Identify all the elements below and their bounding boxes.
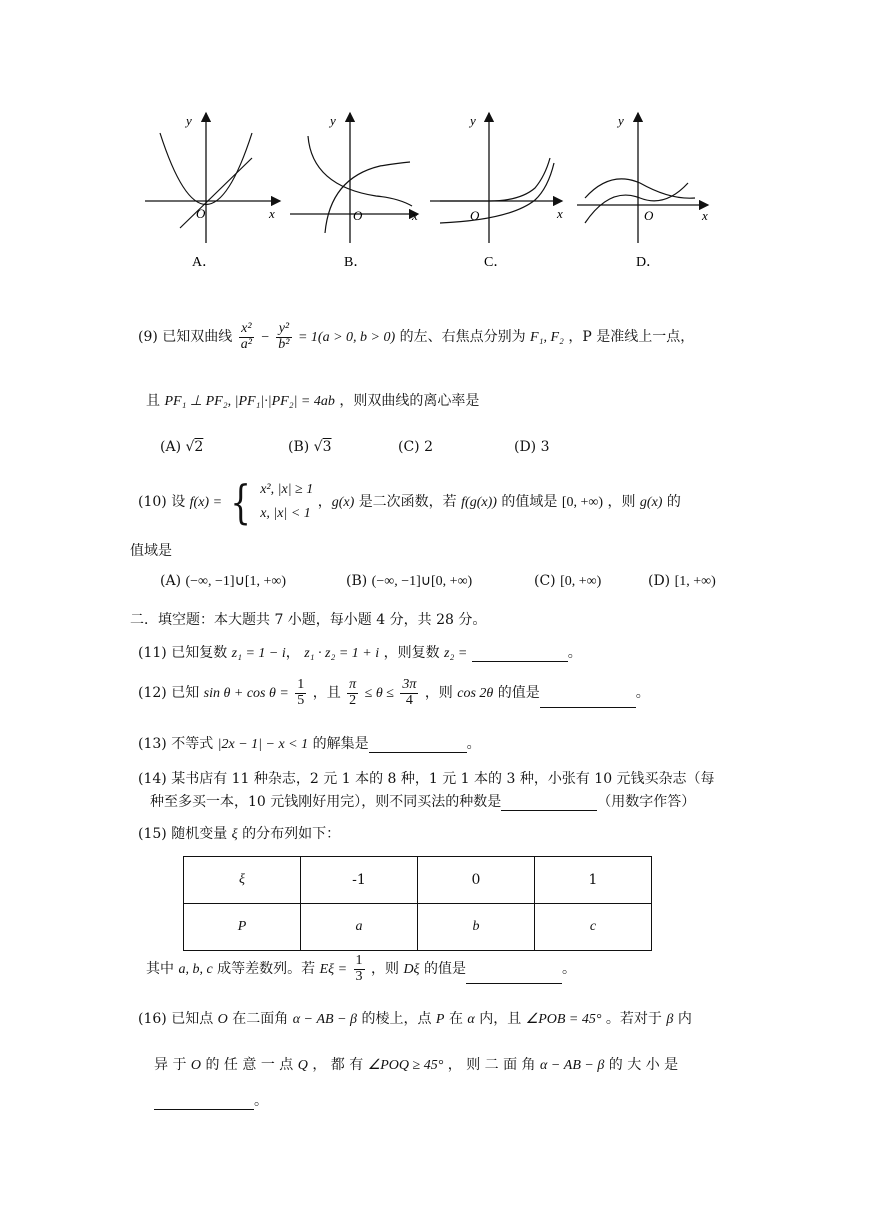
origin-label: O xyxy=(196,206,206,221)
table-cell: ξ xyxy=(184,857,301,904)
table-cell: c xyxy=(535,904,652,951)
q11-z2: z₂ = xyxy=(444,646,468,661)
q11-product: z₁ · z₂ = 1 + i xyxy=(304,646,380,661)
q10-gx-2: g(x) xyxy=(639,495,663,510)
axis-x-label: x xyxy=(412,208,418,223)
q15-answer-blank[interactable] xyxy=(466,983,562,984)
q11-z1: z₁ = 1 − i xyxy=(231,646,286,661)
graph-c xyxy=(430,113,563,270)
q12-line: (12) 已知 sin θ + cos θ = $\frac{1}{5}$ ，且 $\frac{\pi}{2}$ ≤ θ ≤ $\frac{3\pi}{4}$ ，则 cos 2θ 的值是 。 xyxy=(138,677,650,708)
q12-lhs: sin θ + cos θ = xyxy=(203,686,289,702)
q9-option-c: (C) 2 xyxy=(398,439,433,455)
q16-line1: (16) 已知点 O 在二面角 α − AB − β 的棱上，点 P 在 α 内，且 ∠POB = 45° 。若对于 β 内 xyxy=(138,1011,692,1027)
q14-line1: (14) 某书店有 11 种杂志，2 元 1 本的 8 种，1 元 1 本的 3 种，小张有 10 元钱买杂志（每 xyxy=(138,771,715,787)
q11-line: (11) 已知复数 z₁ = 1 − i， z₁ · z₂ = 1 + i ，则复数 z₂ = 。 xyxy=(138,645,582,661)
table-cell: P xyxy=(184,904,301,951)
q12-frac-lo: $\frac{\pi}{2}$ xyxy=(349,677,357,708)
distribution-table xyxy=(183,856,652,951)
q10-line1: (10) 设 f(x) = { x², |x| ≥ 1 x, |x| < 1 ，g(x) 是二次函数，若 f(g(x)) 的值域是 [0, +∞) ，则 g(x) 的 xyxy=(138,475,681,529)
q15-line: (15) 随机变量 ξ 的分布列如下： xyxy=(138,826,341,842)
origin-label: O xyxy=(353,208,363,223)
q9-line2 xyxy=(146,390,479,410)
q10-option-c: (C) [0, +∞) xyxy=(534,573,602,589)
q12-answer-blank[interactable] xyxy=(540,707,636,708)
q10-option-d: (D) [1, +∞) xyxy=(648,573,716,589)
q9-option-d: (D) 3 xyxy=(514,439,550,455)
q9-mid: 的左、右焦点分别为 xyxy=(399,329,526,346)
q16-line3: 。 xyxy=(154,1090,268,1110)
q11-answer-blank[interactable] xyxy=(472,661,568,662)
q15-frac-e: $\frac{1}{3}$ xyxy=(355,953,363,984)
table-cell: b xyxy=(418,904,535,951)
axis-y-label: y xyxy=(186,113,192,128)
q13-line: (13) 不等式 |2x − 1| − x < 1 的解集是 。 xyxy=(138,736,481,752)
q9-line2-suffix: ，则双曲线的离心率是 xyxy=(339,393,480,409)
q13-ineq: |2x − 1| − x < 1 xyxy=(217,737,309,752)
table-cell: -1 xyxy=(301,857,418,904)
q10-prefix: (10) 设 xyxy=(138,494,186,510)
q10-mid1: 是二次函数，若 xyxy=(358,494,457,510)
section-2-heading: 二．填空题：本大题共 7 小题，每小题 4 分，共 28 分。 xyxy=(130,612,487,628)
q10-option-b: (B) (−∞, −1]∪[0, +∞) xyxy=(346,573,473,589)
q16-answer-blank[interactable] xyxy=(154,1109,254,1110)
q12-frac-val: $\frac{1}{5}$ xyxy=(297,677,305,708)
q10-range: [0, +∞) xyxy=(561,495,604,510)
origin-label: O xyxy=(470,208,480,223)
q9-eq-rhs: = 1(a > 0, b > 0) xyxy=(297,330,396,346)
q9-foci: F₁, F₂ xyxy=(530,330,564,346)
graph-panels-svg xyxy=(140,108,720,278)
graph-label-d: D． xyxy=(636,255,661,270)
q10-cases: x², |x| ≥ 1 x, |x| < 1 xyxy=(260,482,314,521)
graph-label-b: B． xyxy=(344,255,368,270)
axis-y-label: y xyxy=(470,113,476,128)
q10-fx: f(x) = xyxy=(189,495,223,510)
axis-x-label: x xyxy=(702,208,708,223)
axis-x-label: x xyxy=(557,206,563,221)
q14-answer-blank[interactable] xyxy=(501,810,597,811)
q9-line1: (9) 已知双曲线 $\frac{\text{x²}}{\text{a²}}$ − $\frac{\text{y²}}{\text{b²}}$ = 1(a > 0, b > 0) 的左、右焦点分别为 F₁, F₂ ，P 是准线上一点， xyxy=(138,321,695,352)
graph-a xyxy=(145,113,280,270)
q10-line2: 值域是 xyxy=(130,543,172,559)
q9-suffix: ，P 是准线上一点， xyxy=(568,329,695,346)
axis-x-label: x xyxy=(269,206,275,221)
q10-mid3: ，则 xyxy=(607,494,636,510)
q9-prefix: (9) 已知双曲线 xyxy=(138,329,233,346)
q9-condition: PF₁ ⊥ PF₂, |PF₁|·|PF₂| = 4ab xyxy=(164,394,335,409)
q10-option-a: (A) (−∞, −1]∪[1, +∞) xyxy=(160,573,287,589)
table-row xyxy=(184,857,652,904)
q9-frac-x: $\frac{\text{x²}}{\text{a²}}$ xyxy=(240,321,252,352)
q12-target: cos 2θ xyxy=(457,686,494,702)
q15-after: 其中 a, b, c 成等差数列。若 Eξ = $\frac{1}{3}$ ，则 Dξ 的值是 。 xyxy=(146,953,576,984)
table-row xyxy=(184,904,652,951)
q12-ineq: ≤ θ ≤ xyxy=(364,686,394,702)
q9-frac-y: $\frac{\text{y²}}{\text{b²}}$ xyxy=(278,321,290,352)
q14-line2: 种至多买一本，10 元钱刚好用完），则不同买法的种数是 （用数字作答） xyxy=(150,794,696,810)
graph-label-c: C． xyxy=(484,255,508,270)
graph-label-a: A． xyxy=(192,255,217,270)
graph-b xyxy=(290,113,418,270)
q10-tail: 的 xyxy=(666,494,681,510)
axis-y-label: y xyxy=(618,113,624,128)
q10-mid2: 的值域是 xyxy=(501,494,558,510)
q12-frac-hi: $\frac{3\pi}{4}$ xyxy=(402,677,417,708)
q16-line2: 异 于 O 的 任 意 一 点 Q ， 都 有 ∠POQ ≥ 45° ， 则 二 面 角 α − AB − β 的 大 小 是 xyxy=(154,1057,679,1073)
table-cell: 1 xyxy=(535,857,652,904)
q10-fgx: f(g(x)) xyxy=(461,495,497,510)
graph-d xyxy=(577,113,708,270)
table-cell: a xyxy=(301,904,418,951)
q13-answer-blank[interactable] xyxy=(369,752,467,753)
axis-y-label: y xyxy=(330,113,336,128)
origin-label: O xyxy=(644,208,654,223)
q9-option-b: (B) √3 xyxy=(288,439,332,455)
q9-option-a: (A) √2 xyxy=(160,439,204,455)
table-cell: 0 xyxy=(418,857,535,904)
q10-gx: g(x) xyxy=(331,495,355,510)
q9-line2-prefix: 且 xyxy=(146,393,160,409)
